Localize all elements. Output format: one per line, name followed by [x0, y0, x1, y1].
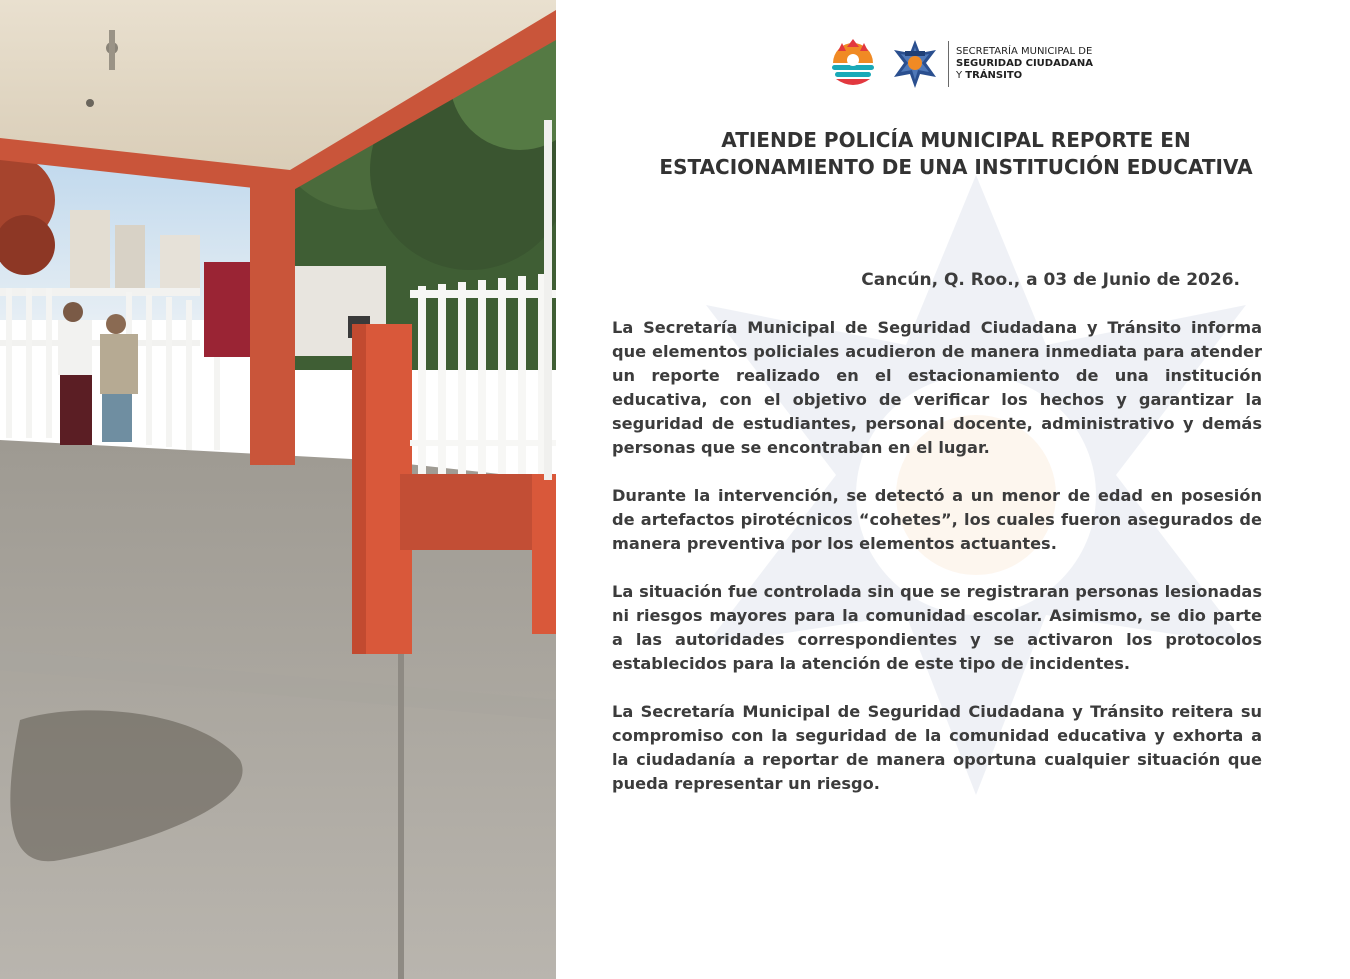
- headline-line1: ATIENDE POLICÍA MUNICIPAL REPORTE EN: [721, 128, 1191, 152]
- headline: [616, 127, 1296, 181]
- org-name-line2: SEGURIDAD CIUDADANA: [956, 58, 1093, 69]
- school-entrance-photo: [0, 0, 556, 979]
- paragraph-3: La situación fue controlada sin que se registraran personas lesionadas ni riesgos mayores para la comunidad escolar. Asimismo, se dio parte a las autoridades correspondientes y se activaron los protocolos establecidos para la atención de este tipo de incidentes.: [612, 582, 1262, 673]
- header-divider: [948, 41, 949, 87]
- organization-name: [956, 46, 1093, 82]
- org-name-line1: SECRETARÍA MUNICIPAL DE: [956, 46, 1093, 57]
- org-name-line3-bold: TRÁNSITO: [965, 70, 1023, 81]
- city-logo-icon: [828, 39, 878, 89]
- org-name-line3-prefix: Y: [956, 70, 963, 81]
- paragraph-1: La Secretaría Municipal de Seguridad Ciudadana y Tránsito informa que elementos policiales acudieron de manera inmediata para atender un reporte realizado en el estacionamiento de una institución educativa, con el objetivo de verificar los hechos y garantizar la seguridad de estudiantes, personal docente, administrativo y demás personas que se encontraban en el lugar.: [612, 318, 1262, 457]
- paragraph-2: Durante la intervención, se detectó a un menor de edad en posesión de artefactos pirotécnicos “cohetes”, los cuales fueron asegurados de manera preventiva por los elementos actuantes.: [612, 486, 1262, 553]
- press-release: [556, 0, 1350, 979]
- headline-line2: ESTACIONAMIENTO DE UNA INSTITUCIÓN EDUCATIVA: [659, 155, 1253, 179]
- dateline: Cancún, Q. Roo., a 03 de Junio de 2026.: [861, 270, 1240, 290]
- paragraph-4: La Secretaría Municipal de Seguridad Ciudadana y Tránsito reitera su compromiso con la seguridad de la comunidad educativa y exhorta a la ciudadanía a reportar de manera oportuna cualquier situación que pueda representar un riesgo.: [612, 702, 1262, 793]
- org-name-line3: [956, 70, 1093, 82]
- police-star-badge-icon: [890, 39, 940, 89]
- document-header: [828, 38, 1093, 90]
- body-text: [612, 316, 1262, 820]
